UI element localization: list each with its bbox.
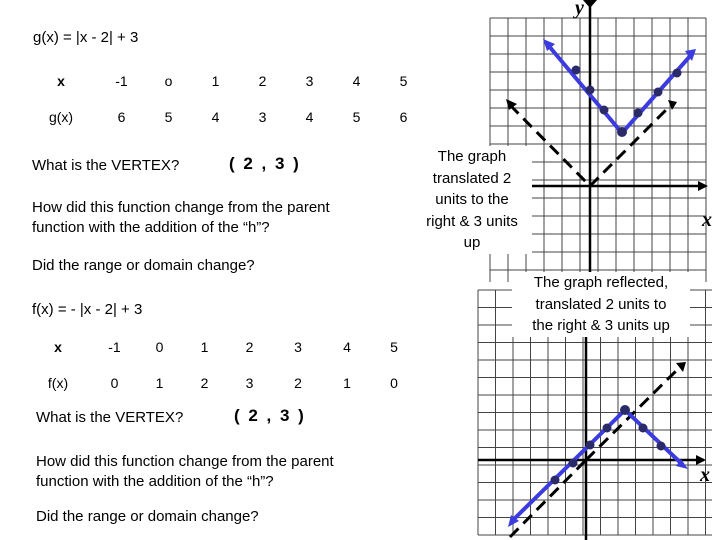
bottom-note [512, 272, 690, 337]
note-line: up [463, 234, 481, 251]
x-value: o [164, 73, 173, 89]
note-line: right & 3 units [426, 212, 518, 230]
x-value: 2 [258, 73, 267, 89]
y-value: 3 [258, 109, 267, 125]
y-value: 4 [305, 109, 314, 125]
top-question-range: Did the range or domain change? [32, 257, 255, 274]
note-line: units to the [435, 191, 509, 208]
y-value: 6 [399, 109, 408, 125]
parent-dashed-right [590, 106, 670, 186]
bottom-vertex-question: What is the VERTEX? [36, 409, 184, 426]
top-vertex-question: What is the VERTEX? [32, 157, 180, 174]
x-value: 4 [352, 73, 361, 89]
question-line: How did this function change from the parent [36, 453, 334, 470]
question-line: function with the addition of the “h”? [32, 219, 270, 236]
note-line: translated 2 [432, 169, 512, 187]
x-header: x [54, 339, 62, 355]
bottom-question-h [36, 452, 334, 492]
f-graph-points [551, 405, 666, 485]
x-header: x [57, 73, 65, 89]
y-value: 1 [343, 375, 351, 391]
note-line: The graph reflected, [533, 274, 669, 291]
y-value: 5 [352, 109, 361, 125]
table-row [24, 99, 427, 135]
top-value-table [24, 63, 427, 135]
y-value: 2 [294, 375, 302, 391]
table-row [24, 329, 418, 365]
y-header: g(x) [48, 109, 74, 125]
x-value: -1 [115, 73, 128, 89]
x-value: 5 [390, 339, 398, 355]
y-value: 0 [110, 375, 119, 391]
bottom-function-label: f(x) = - |x - 2| + 3 [32, 301, 143, 318]
x-value: 3 [294, 339, 302, 355]
bottom-value-table [24, 329, 418, 401]
top-vertex-answer: ( 2 , 3 ) [229, 154, 301, 173]
y-value: 1 [155, 375, 164, 391]
x-value: 1 [211, 73, 220, 89]
arrow-icon [676, 362, 686, 372]
bottom-vertex-answer: ( 2 , 3 ) [234, 406, 306, 425]
y-value: 4 [211, 109, 220, 125]
x-value: -1 [108, 339, 121, 355]
x-value: 4 [343, 339, 351, 355]
y-value: 6 [117, 109, 126, 125]
x-axis-label: x [702, 209, 712, 231]
x-value: 0 [155, 339, 164, 355]
y-value: 3 [245, 375, 254, 391]
y-value: 0 [390, 375, 398, 391]
bottom-question-range: Did the range or domain change? [36, 508, 259, 525]
note-line: The graph [437, 148, 507, 165]
question-line: How did this function change from the parent [32, 199, 330, 216]
x-value: 1 [200, 339, 209, 355]
note-line: the right & 3 units up [532, 317, 670, 334]
y-value: 5 [164, 109, 173, 125]
question-line: function with the addition of the “h”? [36, 473, 274, 490]
arrow-up-icon [583, 0, 597, 8]
y-axis-label: y [575, 0, 584, 19]
x-value: 2 [245, 339, 254, 355]
x-axis-label: x [700, 464, 710, 486]
x-value: 3 [305, 73, 314, 89]
note-line: translated 2 units to [535, 295, 667, 313]
table-row [24, 63, 427, 99]
table-row [24, 365, 418, 401]
x-value: 5 [399, 73, 408, 89]
y-header: f(x) [47, 375, 69, 391]
top-note [412, 146, 532, 254]
top-function-label: g(x) = |x - 2| + 3 [33, 29, 139, 46]
y-value: 2 [200, 375, 209, 391]
top-question-h [32, 198, 330, 238]
